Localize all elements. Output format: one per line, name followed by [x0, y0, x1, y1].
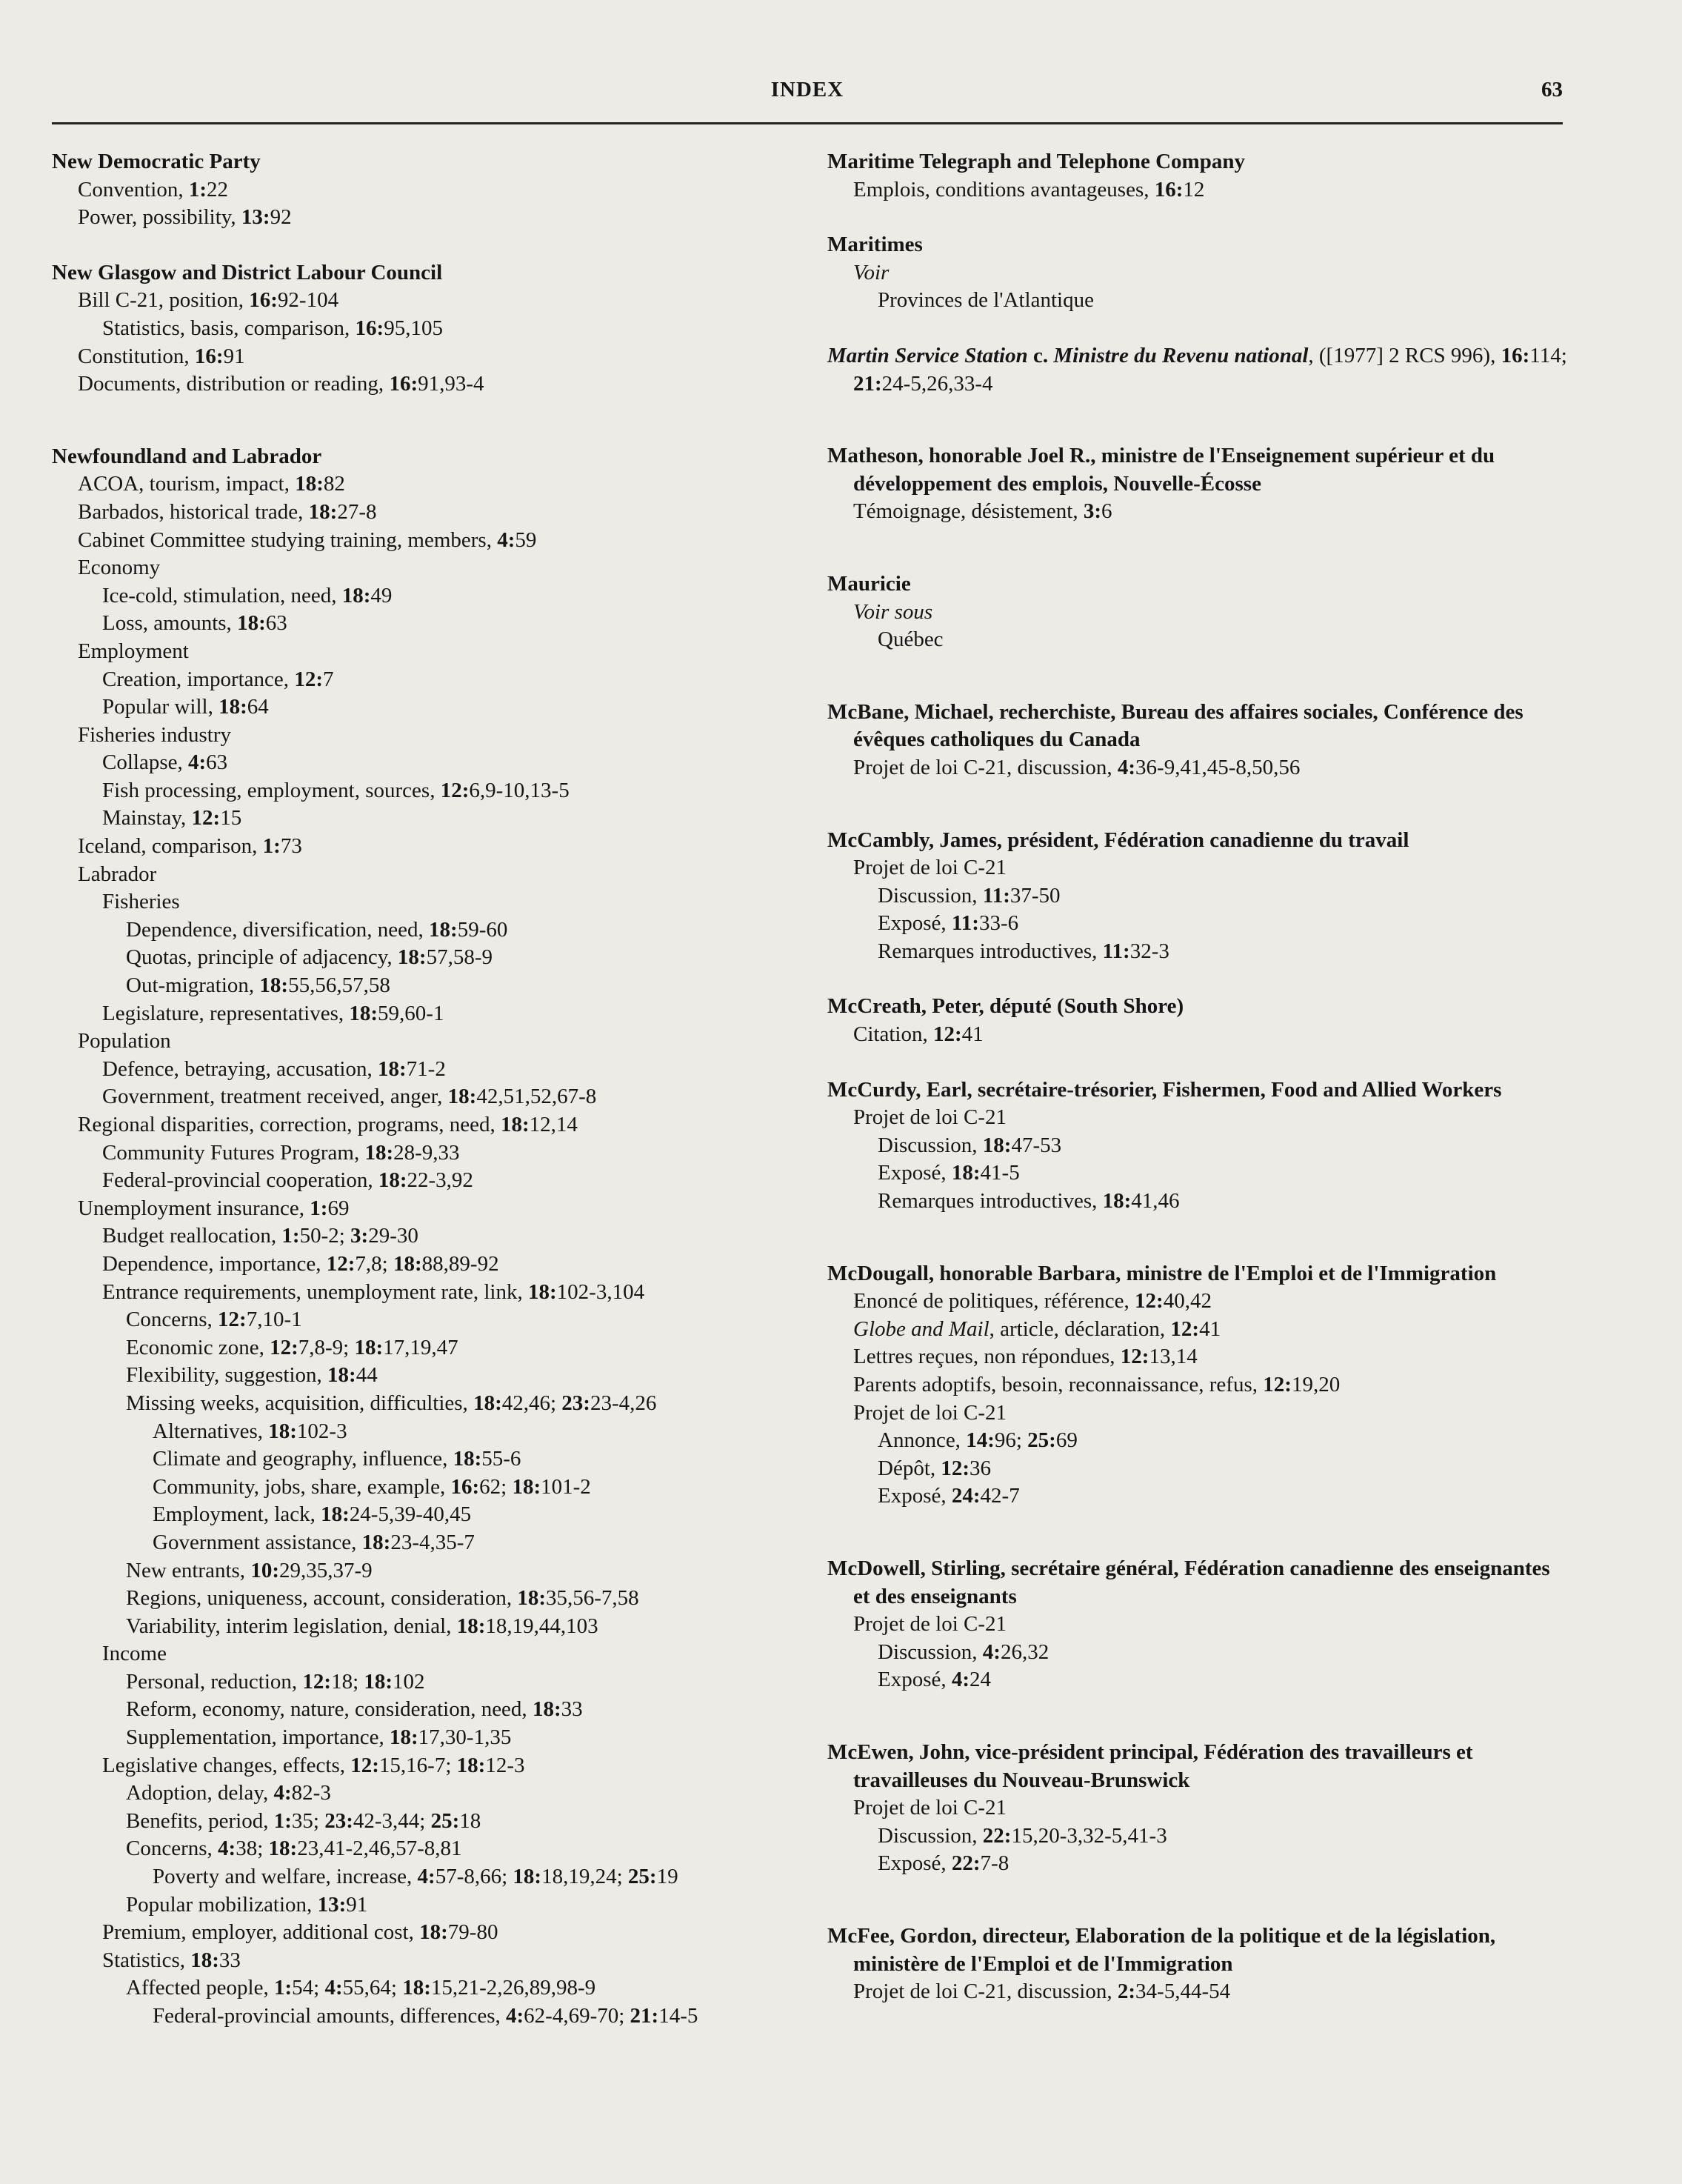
- index-subentry: [52, 1780, 807, 1808]
- index-text: McCambly, James, président, Fédération canadienne du travail: [827, 828, 1409, 852]
- index-text: Government, treatment received, anger, 18:42,51,52,67-8: [102, 1085, 597, 1109]
- index-text: Parents adoptifs, besoin, reconnaissance, refus, 12:19,20: [853, 1373, 1341, 1396]
- index-text: Projet de loi C-21, discussion, 4:36-9,41,45-8,50,56: [853, 755, 1301, 779]
- index-text: Power, possibility, 13:92: [78, 205, 292, 230]
- index-text: Regional disparities, correction, programs, need, 18:12,14: [78, 1113, 578, 1136]
- index-main-entry: [827, 1922, 1568, 1978]
- index-subentry: [52, 944, 807, 972]
- index-text: Government assistance, 18:23-4,35-7: [153, 1530, 475, 1554]
- index-text: Community Futures Program, 18:28-9,33: [102, 1140, 460, 1165]
- index-subentry: [827, 599, 1568, 627]
- index-subentry: [52, 1808, 807, 1836]
- index-text: Projet de loi C-21: [853, 1612, 1007, 1637]
- index-text: Exposé, 22:7-8: [878, 1851, 1009, 1876]
- entry-spacer: [52, 232, 807, 259]
- index-column-left: [52, 148, 807, 2031]
- index-subentry: [827, 1639, 1568, 1667]
- index-text: McDowell, Stirling, secrétaire général, Fédération canadienne des enseignantes et des enseignants: [827, 1556, 1550, 1608]
- index-subentry: [827, 1371, 1568, 1399]
- index-subentry: [827, 910, 1568, 938]
- index-subentry: [52, 1613, 807, 1641]
- index-subentry: [52, 888, 807, 916]
- entry-spacer: [827, 654, 1568, 699]
- index-subentry: [827, 259, 1568, 287]
- index-text: Federal-provincial cooperation, 18:22-3,92: [102, 1168, 473, 1193]
- index-text: Out-migration, 18:55,56,57,58: [126, 973, 390, 998]
- index-subentry: [52, 1974, 807, 2002]
- index-text: Annonce, 14:96; 25:69: [878, 1428, 1078, 1453]
- index-text: Statistics, 18:33: [102, 1948, 241, 1972]
- index-subentry: [827, 1850, 1568, 1878]
- index-main-entry: [52, 148, 807, 176]
- index-subentry: [827, 1132, 1568, 1160]
- index-main-entry: [827, 1260, 1568, 1288]
- index-main-entry: [827, 442, 1568, 498]
- index-text: Maritime Telegraph and Telephone Company: [827, 150, 1245, 173]
- index-text: Iceland, comparison, 1:73: [78, 834, 302, 859]
- index-subentry: [827, 938, 1568, 966]
- index-text: Alternatives, 18:102-3: [153, 1419, 347, 1443]
- entry-spacer: [827, 1511, 1568, 1555]
- index-subentry: [52, 1362, 807, 1390]
- index-text: Fisheries: [102, 890, 180, 914]
- index-text-part: , ([1977] 2 RCS 996), 16:114; 21:24-5,26,33-4: [853, 343, 1567, 396]
- index-subentry: [52, 1474, 807, 1502]
- index-text: Entrance requirements, unemployment rate, link, 18:102-3,104: [102, 1279, 645, 1304]
- index-text: Poverty and welfare, increase, 4:57-8,66; 18:18,19,24; 25:19: [153, 1865, 678, 1889]
- index-subentry: [52, 777, 807, 805]
- index-subentry: [52, 1696, 807, 1724]
- index-subentry: [52, 1306, 807, 1334]
- index-subentry: [52, 749, 807, 777]
- index-subentry: [52, 204, 807, 232]
- index-text: Emplois, conditions avantageuses, 16:12: [853, 177, 1205, 202]
- index-text: Fish processing, employment, sources, 12:6,9-10,13-5: [102, 778, 570, 802]
- index-subentry: [52, 582, 807, 610]
- index-subentry: [827, 176, 1568, 204]
- index-text: Income: [102, 1642, 167, 1666]
- index-subentry: [52, 1000, 807, 1028]
- index-subentry: [827, 1316, 1568, 1344]
- index-subentry: [827, 1159, 1568, 1188]
- index-main-entry: [827, 1739, 1568, 1794]
- index-text: Concerns, 12:7,10-1: [126, 1308, 302, 1332]
- index-text: New entrants, 10:29,35,37-9: [126, 1558, 373, 1582]
- index-subentry: [52, 1083, 807, 1111]
- index-subentry: [827, 1188, 1568, 1216]
- index-main-entry: [827, 827, 1568, 855]
- index-text: Discussion, 11:37-50: [878, 883, 1061, 908]
- index-text: Labrador: [78, 862, 157, 886]
- index-text: Population: [78, 1029, 171, 1053]
- index-text-part: c.: [1027, 343, 1054, 367]
- entry-spacer: [827, 315, 1568, 342]
- index-subentry: [52, 1139, 807, 1168]
- index-main-entry: [827, 342, 1568, 398]
- index-text: Exposé, 11:33-6: [878, 911, 1019, 936]
- index-text: Exposé, 18:41-5: [878, 1161, 1020, 1185]
- entry-spacer: [827, 1049, 1568, 1076]
- index-text: Projet de loi C-21: [853, 856, 1007, 880]
- index-subentry: [52, 470, 807, 499]
- index-subentry: [52, 1752, 807, 1780]
- index-subentry: [52, 1056, 807, 1084]
- index-text: Personal, reduction, 12:18; 18:102: [126, 1669, 425, 1694]
- index-text: Premium, employer, additional cost, 18:79-80: [102, 1920, 498, 1945]
- index-subentry: [827, 1611, 1568, 1639]
- index-text: Bill C-21, position, 16:92-104: [78, 288, 339, 313]
- index-main-entry: [827, 231, 1568, 259]
- index-text: Unemployment insurance, 1:69: [78, 1196, 350, 1220]
- index-subentry: [52, 1418, 807, 1446]
- index-subentry: [52, 2002, 807, 2031]
- index-text-part: Martin Service Station: [827, 343, 1028, 367]
- index-subentry: [827, 1021, 1568, 1049]
- index-subentry: [827, 626, 1568, 654]
- index-subentry: [52, 1195, 807, 1223]
- index-text: Economic zone, 12:7,8-9; 18:17,19,47: [126, 1335, 458, 1359]
- index-subentry: [827, 754, 1568, 782]
- entry-spacer: [827, 204, 1568, 231]
- index-text: Québec: [878, 627, 944, 652]
- index-subentry: [52, 833, 807, 861]
- index-text: Affected people, 1:54; 4:55,64; 18:15,21-2,26,89,98-9: [126, 1976, 596, 2000]
- index-subentry: [52, 1668, 807, 1697]
- index-text-part: , article, déclaration, 12:41: [989, 1316, 1221, 1341]
- index-text: Budget reallocation, 1:50-2; 3:29-30: [102, 1224, 418, 1248]
- index-text: Documents, distribution or reading, 16:91,93-4: [78, 372, 484, 396]
- running-head: INDEX: [770, 78, 844, 101]
- entry-spacer: [827, 782, 1568, 827]
- index-text: Variability, interim legislation, denial, 18:18,19,44,103: [126, 1614, 598, 1638]
- index-subentry: [827, 1104, 1568, 1132]
- index-text: Lettres reçues, non répondues, 12:13,14: [853, 1345, 1198, 1369]
- entry-spacer: [827, 526, 1568, 570]
- index-subentry: [52, 861, 807, 889]
- index-subentry: [52, 1390, 807, 1418]
- index-subentry: [52, 1640, 807, 1668]
- index-subentry: [52, 1863, 807, 1891]
- index-subentry: [52, 1445, 807, 1474]
- index-subentry: [52, 972, 807, 1000]
- index-text: McCreath, Peter, député (South Shore): [827, 994, 1184, 1019]
- index-main-entry: [827, 699, 1568, 754]
- entry-spacer: [827, 398, 1568, 442]
- index-subentry: [52, 693, 807, 722]
- index-subentry: [52, 1529, 807, 1557]
- index-main-entry: [827, 570, 1568, 599]
- index-text: McCurdy, Earl, secrétaire-trésorier, Fishermen, Food and Allied Workers: [827, 1077, 1502, 1102]
- index-subentry: [52, 287, 807, 315]
- index-subentry: [52, 1557, 807, 1585]
- index-text: Témoignage, désistement, 3:6: [853, 499, 1112, 524]
- index-subentry: [52, 1501, 807, 1529]
- index-text: New Democratic Party: [52, 150, 261, 173]
- index-text: Mauricie: [827, 571, 911, 596]
- index-text: Discussion, 4:26,32: [878, 1639, 1049, 1664]
- index-subentry: [52, 666, 807, 694]
- index-text: Discussion, 18:47-53: [878, 1133, 1062, 1157]
- index-text: Dependence, importance, 12:7,8; 18:88,89-92: [102, 1251, 499, 1276]
- index-subentry: [827, 1794, 1568, 1822]
- index-text: Maritimes: [827, 233, 923, 257]
- index-subentry: [827, 1288, 1568, 1316]
- index-text: Barbados, historical trade, 18:27-8: [78, 499, 377, 524]
- index-text: Missing weeks, acquisition, difficulties, 18:42,46; 23:23-4,26: [126, 1391, 657, 1415]
- index-text: Projet de loi C-21, discussion, 2:34-5,44-54: [853, 1980, 1231, 2004]
- index-text: Supplementation, importance, 18:17,30-1,35: [126, 1725, 512, 1750]
- index-main-entry: [52, 443, 807, 471]
- index-text: Enoncé de politiques, référence, 12:40,42: [853, 1289, 1212, 1314]
- index-subentry: [52, 1251, 807, 1279]
- index-text: New Glasgow and District Labour Council: [52, 260, 443, 284]
- index-text: Economy: [78, 556, 161, 580]
- index-main-entry: [827, 1555, 1568, 1611]
- index-text: Convention, 1:22: [78, 177, 229, 202]
- index-subentry: [827, 498, 1568, 526]
- index-subentry: [52, 638, 807, 666]
- index-text: Fisheries industry: [78, 722, 232, 747]
- index-main-entry: [827, 993, 1568, 1021]
- index-subentry: [52, 527, 807, 555]
- index-text: Creation, importance, 12:7: [102, 667, 334, 691]
- index-subentry: [827, 287, 1568, 315]
- index-subentry: [52, 1919, 807, 1947]
- index-subentry: [827, 1399, 1568, 1428]
- index-text: Remarques introductives, 11:32-3: [878, 939, 1169, 963]
- index-text: Voir sous: [853, 599, 933, 624]
- index-text: McEwen, John, vice-président principal, Fédération des travailleurs et travailleuses du Nouveau-Brunswick: [827, 1739, 1473, 1792]
- index-subentry: [52, 1222, 807, 1251]
- index-text: Reform, economy, nature, consideration, need, 18:33: [126, 1697, 583, 1722]
- index-subentry: [52, 805, 807, 833]
- index-text: Newfoundland and Labrador: [52, 444, 322, 468]
- index-subentry: [52, 1279, 807, 1307]
- index-text: Federal-provincial amounts, differences, 4:62-4,69-70; 21:14-5: [153, 2004, 698, 2028]
- index-text: Constitution, 16:91: [78, 344, 245, 368]
- index-subentry: [52, 1947, 807, 1975]
- index-text: Dependence, diversification, need, 18:59-60: [126, 917, 508, 942]
- index-text: Loss, amounts, 18:63: [102, 611, 287, 636]
- index-text: Concerns, 4:38; 18:23,41-2,46,57-8,81: [126, 1837, 462, 1861]
- index-main-entry: [52, 259, 807, 287]
- index-subentry: [827, 854, 1568, 882]
- index-text: Benefits, period, 1:35; 23:42-3,44; 25:18: [126, 1808, 481, 1833]
- index-text: Exposé, 24:42-7: [878, 1484, 1020, 1508]
- index-subentry: [827, 1455, 1568, 1483]
- index-text: Projet de loi C-21: [853, 1400, 1007, 1425]
- index-subentry: [52, 315, 807, 343]
- index-main-entry: [827, 1076, 1568, 1105]
- entry-spacer: [827, 965, 1568, 993]
- index-text: Legislative changes, effects, 12:15,16-7; 18:12-3: [102, 1753, 525, 1777]
- index-text: Regions, uniqueness, account, consideration, 18:35,56-7,58: [126, 1586, 639, 1611]
- index-column-right: [827, 148, 1568, 2006]
- index-subentry: [52, 499, 807, 527]
- index-text: ACOA, tourism, impact, 18:82: [78, 472, 345, 496]
- index-text: Citation, 12:41: [853, 1022, 984, 1047]
- index-text: McDougall, honorable Barbara, ministre de l'Emploi et de l'Immigration: [827, 1261, 1497, 1285]
- index-text: Ice-cold, stimulation, need, 18:49: [102, 583, 393, 607]
- index-subentry: [52, 1167, 807, 1195]
- index-text-part: Globe and Mail: [853, 1316, 989, 1341]
- entry-spacer: [827, 1878, 1568, 1922]
- index-subentry: [52, 1585, 807, 1613]
- index-subentry: [52, 176, 807, 204]
- index-text-part: Ministre du Revenu national: [1053, 343, 1309, 367]
- index-subentry: [52, 343, 807, 371]
- index-subentry: [52, 722, 807, 750]
- index-subentry: [52, 1891, 807, 1920]
- index-subentry: [827, 1482, 1568, 1511]
- index-subentry: [827, 1427, 1568, 1455]
- index-subentry: [827, 882, 1568, 910]
- index-text: Voir: [853, 260, 890, 284]
- index-text: Popular mobilization, 13:91: [126, 1892, 368, 1917]
- entry-spacer: [52, 399, 807, 443]
- entry-spacer: [827, 1694, 1568, 1739]
- index-text: Exposé, 4:24: [878, 1668, 992, 1692]
- index-text: Discussion, 22:15,20-3,32-5,41-3: [878, 1823, 1167, 1848]
- index-text: Legislature, representatives, 18:59,60-1: [102, 1001, 444, 1025]
- index-subentry: [52, 610, 807, 638]
- index-text: Popular will, 18:64: [102, 695, 269, 719]
- index-subentry: [827, 1978, 1568, 2006]
- index-subentry: [52, 370, 807, 399]
- index-subentry: [52, 554, 807, 582]
- index-text: Cabinet Committee studying training, members, 4:59: [78, 527, 537, 552]
- index-main-entry: [827, 148, 1568, 176]
- entry-spacer: [827, 1216, 1568, 1260]
- index-text: Adoption, delay, 4:82-3: [126, 1781, 331, 1805]
- index-text: Defence, betraying, accusation, 18:71-2: [102, 1056, 446, 1081]
- index-subentry: [52, 916, 807, 945]
- index-text: Matheson, honorable Joel R., ministre de l'Enseignement supérieur et du développement des emplois, Nouvelle-Écosse: [827, 444, 1495, 496]
- index-text: Employment, lack, 18:24-5,39-40,45: [153, 1502, 472, 1527]
- index-text: Flexibility, suggestion, 18:44: [126, 1363, 378, 1388]
- page-number: 63: [1541, 78, 1563, 101]
- index-text: Climate and geography, influence, 18:55-6: [153, 1447, 521, 1471]
- index-subentry: [52, 1724, 807, 1752]
- index-subentry: [52, 1334, 807, 1362]
- index-subentry: [827, 1666, 1568, 1694]
- index-text: Employment: [78, 639, 189, 663]
- index-text: Projet de loi C-21: [853, 1796, 1007, 1820]
- page-header: [52, 70, 1563, 124]
- index-text: McFee, Gordon, directeur, Elaboration de la politique et de la législation, ministère de l'Emploi et de l'Immigration: [827, 1923, 1496, 1976]
- index-subentry: [827, 1343, 1568, 1371]
- index-text: Mainstay, 12:15: [102, 806, 242, 830]
- index-text: McBane, Michael, recherchiste, Bureau des affaires sociales, Conférence des évêques catholiques du Canada: [827, 699, 1524, 752]
- index-text: Remarques introductives, 18:41,46: [878, 1189, 1180, 1213]
- index-subentry: [827, 1822, 1568, 1851]
- index-text: Community, jobs, share, example, 16:62; 18:101-2: [153, 1474, 591, 1499]
- index-text: Collapse, 4:63: [102, 750, 228, 775]
- index-text: Dépôt, 12:36: [878, 1456, 992, 1480]
- index-text: Quotas, principle of adjacency, 18:57,58-9: [126, 945, 493, 970]
- index-subentry: [52, 1835, 807, 1863]
- index-text: Statistics, basis, comparison, 16:95,105: [102, 316, 443, 340]
- index-text: Projet de loi C-21: [853, 1105, 1007, 1130]
- index-text: Provinces de l'Atlantique: [878, 288, 1094, 313]
- index-subentry: [52, 1028, 807, 1056]
- index-subentry: [52, 1111, 807, 1139]
